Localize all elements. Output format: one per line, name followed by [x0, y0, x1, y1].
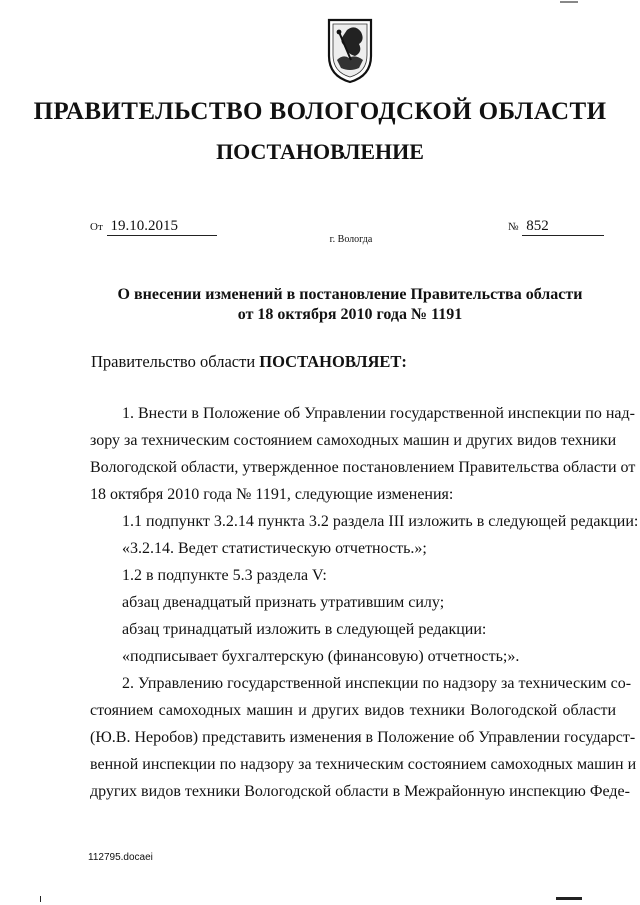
body-line: 1.1 подпункт 3.2.14 пункта 3.2 раздела III изложить в следующей редакции:: [122, 513, 639, 530]
scan-mark: [556, 897, 582, 900]
body-line: венной инспекции по надзору за техническим состоянием самоходных машин и: [90, 756, 637, 773]
body-line: других видов техники Вологодской области в Межрайонную инспекцию Феде-: [90, 783, 630, 800]
body-line: (Ю.В. Неробов) представить изменения в Положение об Управлении государст-: [90, 729, 636, 746]
coat-of-arms-icon: [325, 14, 375, 84]
body-line: 1.2 в подпункте 5.3 раздела V:: [122, 567, 327, 584]
document-type: ПОСТАНОВЛЕНИЕ: [216, 139, 424, 164]
body-line: 1. Внести в Положение об Управлении государственной инспекции по над-: [122, 405, 635, 422]
body-line: 2. Управлению государственной инспекции по надзору за техническим со-: [122, 675, 632, 692]
body-line: абзац двенадцатый признать утратившим силу;: [122, 594, 445, 611]
city-label: г. Вологда: [329, 234, 373, 245]
date-value: 19.10.2015: [107, 218, 217, 236]
preamble-text: Правительство области: [91, 352, 256, 371]
body-line: зору за техническим состоянием самоходных машин и других видов техники: [90, 432, 617, 449]
body-line: стоянием самоходных машин и других видов техники Вологодской области: [90, 702, 616, 719]
number-value: 852: [522, 218, 604, 236]
preamble-bold: ПОСТАНОВЛЯЕТ:: [259, 352, 407, 371]
heading-line-1: О внесении изменений в постановление Правительства области: [117, 286, 583, 303]
number-label: №: [508, 221, 519, 233]
body-line: «3.2.14. Ведет статистическую отчетность.»;: [122, 540, 427, 557]
heading-line-2: от 18 октября 2010 года № 1191: [237, 306, 463, 323]
body-line: 18 октября 2010 года № 1191, следующие изменения:: [90, 486, 454, 503]
body-line: Вологодской области, утвержденное постановлением Правительства области от: [90, 459, 636, 476]
scan-mark: [40, 896, 41, 902]
body-line: абзац тринадцатый изложить в следующей редакции:: [122, 621, 487, 638]
file-code: 112795.docaei: [88, 852, 153, 863]
body-line: «подписывает бухгалтерскую (финансовую) отчетность;».: [122, 648, 520, 665]
scan-mark: [560, 1, 578, 3]
date-label: От: [90, 221, 103, 233]
preamble: [91, 352, 407, 372]
document-heading: [0, 285, 640, 325]
government-title: ПРАВИТЕЛЬСТВО ВОЛОГОДСКОЙ ОБЛАСТИ: [33, 98, 607, 125]
